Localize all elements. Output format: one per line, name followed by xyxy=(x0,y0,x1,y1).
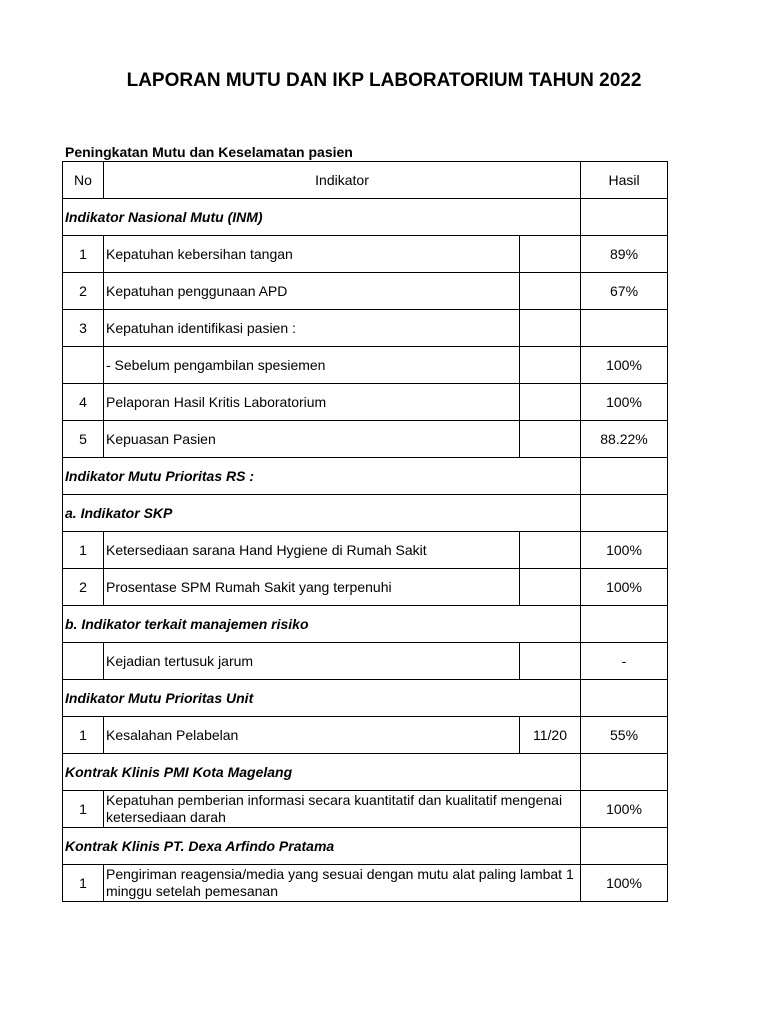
indicator-label: Pelaporan Hasil Kritis Laboratorium xyxy=(104,384,520,421)
indicator-label: Kejadian tertusuk jarum xyxy=(104,643,520,680)
indicator-label: Kesalahan Pelabelan xyxy=(104,717,520,754)
section-label: Indikator Mutu Prioritas Unit xyxy=(63,680,581,717)
no-cell xyxy=(63,643,104,680)
value-cell xyxy=(520,347,581,384)
indicator-row xyxy=(63,532,668,569)
value-cell xyxy=(520,421,581,458)
no-cell: 2 xyxy=(63,569,104,606)
indicator-row xyxy=(63,273,668,310)
hasil-cell xyxy=(581,458,668,495)
no-cell: 5 xyxy=(63,421,104,458)
hasil-cell: 89% xyxy=(581,236,668,273)
indicator-row xyxy=(63,717,668,754)
table-header-row xyxy=(63,162,668,199)
no-cell: 1 xyxy=(63,236,104,273)
hasil-cell: 55% xyxy=(581,717,668,754)
hasil-cell xyxy=(581,680,668,717)
indicator-row xyxy=(63,347,668,384)
section-label: Indikator Nasional Mutu (INM) xyxy=(63,199,581,236)
hasil-cell: 67% xyxy=(581,273,668,310)
report-subtitle: Peningkatan Mutu dan Keselamatan pasien xyxy=(65,144,353,160)
indicator-row xyxy=(63,865,668,902)
section-label: b. Indikator terkait manajemen risiko xyxy=(63,606,581,643)
indicator-label: - Sebelum pengambilan spesiemen xyxy=(104,347,520,384)
hasil-cell: 100% xyxy=(581,347,668,384)
no-cell: 1 xyxy=(63,865,104,902)
hasil-cell xyxy=(581,754,668,791)
indicator-row xyxy=(63,791,668,828)
section-row xyxy=(63,199,668,236)
header-indikator: Indikator xyxy=(104,162,581,199)
section-row xyxy=(63,458,668,495)
indicator-label: Kepatuhan penggunaan APD xyxy=(104,273,520,310)
value-cell xyxy=(520,532,581,569)
header-hasil: Hasil xyxy=(581,162,668,199)
no-cell: 4 xyxy=(63,384,104,421)
hasil-cell: 100% xyxy=(581,569,668,606)
no-cell xyxy=(63,347,104,384)
indicator-table xyxy=(62,161,668,902)
indicator-label: Ketersediaan sarana Hand Hygiene di Rumah Sakit xyxy=(104,532,520,569)
report-title: LAPORAN MUTU DAN IKP LABORATORIUM TAHUN 2022 xyxy=(126,70,642,91)
value-cell xyxy=(520,643,581,680)
indicator-label: Kepatuhan kebersihan tangan xyxy=(104,236,520,273)
value-cell xyxy=(520,310,581,347)
no-cell: 1 xyxy=(63,532,104,569)
indicator-row xyxy=(63,384,668,421)
section-label: a. Indikator SKP xyxy=(63,495,581,532)
section-row xyxy=(63,495,668,532)
indicator-label: Kepuasan Pasien xyxy=(104,421,520,458)
indicator-label: Kepatuhan pemberian informasi secara kuantitatif dan kualitatif mengenai ketersediaan darah xyxy=(104,791,581,828)
indicator-label: Pengiriman reagensia/media yang sesuai dengan mutu alat paling lambat 1 minggu setelah pemesanan xyxy=(104,865,581,902)
indicator-table-body xyxy=(63,162,668,902)
no-cell: 3 xyxy=(63,310,104,347)
value-cell xyxy=(520,236,581,273)
hasil-cell xyxy=(581,828,668,865)
section-label: Kontrak Klinis PMI Kota Magelang xyxy=(63,754,581,791)
header-no: No xyxy=(63,162,104,199)
section-row xyxy=(63,606,668,643)
section-row xyxy=(63,680,668,717)
indicator-row xyxy=(63,421,668,458)
indicator-row xyxy=(63,643,668,680)
hasil-cell: 100% xyxy=(581,384,668,421)
hasil-cell: 100% xyxy=(581,791,668,828)
no-cell: 1 xyxy=(63,791,104,828)
hasil-cell xyxy=(581,199,668,236)
value-cell xyxy=(520,384,581,421)
section-row xyxy=(63,754,668,791)
hasil-cell: - xyxy=(581,643,668,680)
section-label: Indikator Mutu Prioritas RS : xyxy=(63,458,581,495)
value-cell: 11/20 xyxy=(520,717,581,754)
indicator-label: Prosentase SPM Rumah Sakit yang terpenuhi xyxy=(104,569,520,606)
hasil-cell xyxy=(581,310,668,347)
no-cell: 2 xyxy=(63,273,104,310)
indicator-row xyxy=(63,310,668,347)
hasil-cell: 88.22% xyxy=(581,421,668,458)
section-label: Kontrak Klinis PT. Dexa Arfindo Pratama xyxy=(63,828,581,865)
hasil-cell: 100% xyxy=(581,865,668,902)
value-cell xyxy=(520,569,581,606)
indicator-row xyxy=(63,569,668,606)
hasil-cell xyxy=(581,495,668,532)
section-row xyxy=(63,828,668,865)
hasil-cell: 100% xyxy=(581,532,668,569)
hasil-cell xyxy=(581,606,668,643)
value-cell xyxy=(520,273,581,310)
no-cell: 1 xyxy=(63,717,104,754)
indicator-label: Kepatuhan identifikasi pasien : xyxy=(104,310,520,347)
indicator-row xyxy=(63,236,668,273)
